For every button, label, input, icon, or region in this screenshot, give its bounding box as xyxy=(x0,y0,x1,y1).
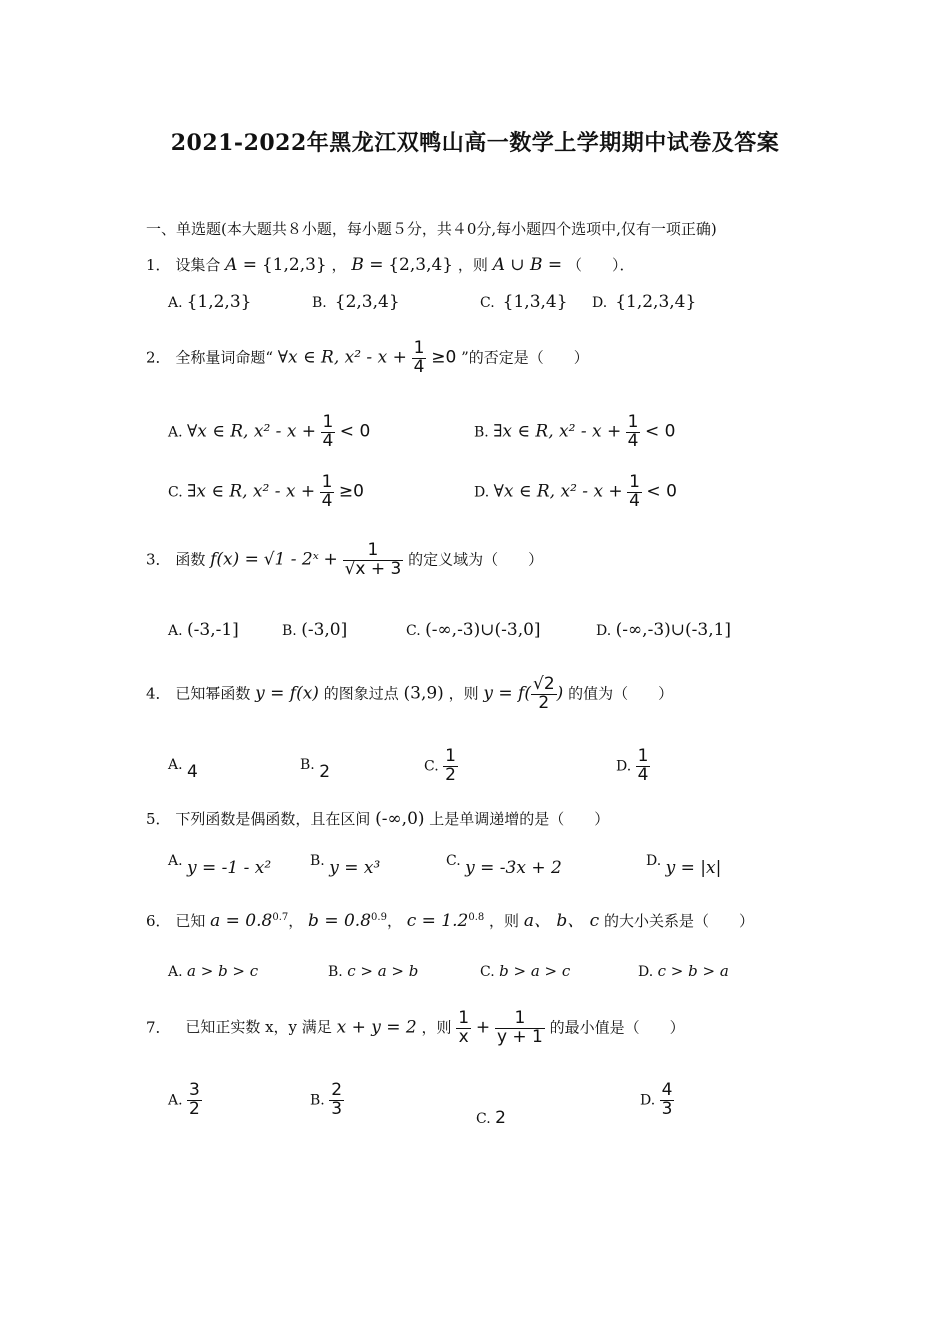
condition: x + y = 2 xyxy=(336,1017,417,1038)
option-value: y = |x| xyxy=(665,858,722,878)
option-b[interactable] xyxy=(312,292,400,312)
option-b[interactable] xyxy=(328,962,418,980)
option-b[interactable] xyxy=(300,754,331,782)
question-5 xyxy=(146,808,609,829)
option-label: A. xyxy=(168,623,183,639)
numerator: 2 xyxy=(331,1080,343,1100)
question-text: 上是单调递增的是（ ） xyxy=(429,810,610,828)
option-c[interactable] xyxy=(480,292,568,312)
option-label: C. xyxy=(406,623,421,639)
question-text: 设集合 xyxy=(175,256,221,274)
question-number: 1． xyxy=(146,256,171,274)
function-name: f(x) = xyxy=(210,549,259,570)
option-value: 2 xyxy=(495,1108,506,1128)
option-label: D. xyxy=(474,484,490,501)
question-number: 5． xyxy=(146,810,171,828)
option-c[interactable] xyxy=(480,962,570,980)
denominator: 4 xyxy=(629,490,640,511)
relation: ≥0 xyxy=(338,481,364,502)
relation: < 0 xyxy=(646,481,677,502)
relation: < 0 xyxy=(644,421,676,442)
option-label: A. xyxy=(168,295,183,311)
exponent-c: 0.8 xyxy=(468,912,485,923)
evaluation-expression: y = f( xyxy=(483,683,531,704)
option-d[interactable] xyxy=(474,474,677,511)
denominator: 4 xyxy=(627,430,639,451)
fraction xyxy=(456,1010,471,1047)
option-b[interactable] xyxy=(474,414,675,451)
exponent-a: 0.7 xyxy=(272,912,289,923)
fraction xyxy=(660,1082,675,1119)
option-c[interactable] xyxy=(476,1108,506,1128)
document-title: 2021-2022年黑龙江双鸭山高一数学上学期期中试卷及答案 xyxy=(170,130,780,156)
denominator: 2 xyxy=(538,692,550,713)
option-label: C. xyxy=(446,853,461,869)
question-4 xyxy=(146,676,673,713)
denominator: 3 xyxy=(661,1098,673,1119)
option-d[interactable] xyxy=(592,292,696,312)
numerator: 1 xyxy=(343,542,404,561)
question-7 xyxy=(146,1010,685,1047)
union-expression: A ∪ B = xyxy=(492,255,563,275)
option-c[interactable] xyxy=(168,474,364,511)
question-text: ，则 xyxy=(421,1018,452,1037)
option-value: c > b > a xyxy=(657,962,729,980)
question-text: 已知正实数 x，y 满足 xyxy=(185,1018,332,1037)
fraction xyxy=(329,1082,344,1119)
separator: ， xyxy=(331,256,347,274)
option-a[interactable] xyxy=(168,292,251,312)
question-number: 7． xyxy=(146,1018,171,1037)
option-value: (-∞,-3)∪(-3,0] xyxy=(425,620,541,640)
question-2 xyxy=(146,340,589,377)
value-a: a = 0.8 xyxy=(210,911,273,931)
numerator: √2 xyxy=(533,674,555,694)
question-1 xyxy=(146,254,634,275)
numerator: 1 xyxy=(495,1010,545,1029)
set-b-value: {2,3,4} xyxy=(388,255,454,275)
question-3 xyxy=(146,542,543,579)
option-label: B. xyxy=(474,424,489,441)
denominator: 2 xyxy=(189,1098,200,1119)
option-expression: ∀x ∈ R, x² - x + xyxy=(187,421,317,442)
question-text: ，则 xyxy=(448,684,479,703)
option-label: C. xyxy=(480,964,495,980)
option-c[interactable] xyxy=(424,748,458,785)
option-label: D. xyxy=(646,853,662,869)
set-b: B = xyxy=(351,255,384,275)
question-text: ”的否定是（ ） xyxy=(461,348,589,367)
denominator: 3 xyxy=(331,1098,343,1119)
question-text: 的图象过点 xyxy=(323,684,399,703)
option-label: D. xyxy=(638,964,654,980)
fraction xyxy=(443,748,458,785)
numerator: 1 xyxy=(322,412,334,432)
option-value: 4 xyxy=(187,762,198,782)
option-d[interactable] xyxy=(596,620,731,640)
option-value: c > a > b xyxy=(347,962,419,980)
option-expression: ∀x ∈ R, x² - x + xyxy=(493,481,623,502)
option-b[interactable] xyxy=(310,1082,344,1119)
fraction xyxy=(187,1082,202,1119)
option-value: {1,2,3,4} xyxy=(615,292,697,312)
question-number: 6． xyxy=(146,912,171,930)
option-d[interactable] xyxy=(640,1082,674,1119)
option-label: A. xyxy=(168,424,183,441)
option-a[interactable] xyxy=(168,754,198,782)
question-number: 2． xyxy=(146,348,171,367)
value-c: c = 1.2 xyxy=(406,911,469,931)
option-label: B. xyxy=(300,757,315,773)
option-expression: ∃x ∈ R, x² - x + xyxy=(187,481,316,502)
denominator: 4 xyxy=(413,356,425,377)
section-heading: 一、单选题(本大题共８小题，每小题５分，共４0分,每小题四个选项中,仅有一项正确) xyxy=(146,220,717,238)
question-text: 函数 xyxy=(175,550,206,569)
option-label: C. xyxy=(168,484,183,501)
denominator: 2 xyxy=(445,764,456,785)
question-6: 6． 已知 $a = 0.8^{0.7}$， $b = 0.8^{0.9}$， $c = 1.2^{0.8}$ ，则 a、 b、 c 的大小关系是（ ） xyxy=(146,911,754,931)
question-text: 已知幂函数 xyxy=(175,684,251,703)
option-c[interactable] xyxy=(406,620,541,640)
numerator: 1 xyxy=(445,746,456,766)
denominator: √x + 3 xyxy=(344,558,402,579)
option-label: D. xyxy=(596,623,612,639)
point: (3,9) xyxy=(403,683,444,704)
option-label: C. xyxy=(480,295,495,311)
option-value: b > a > c xyxy=(499,962,571,980)
option-label: A. xyxy=(168,1092,183,1109)
value-b: b = 0.8 xyxy=(308,911,372,931)
fraction xyxy=(626,414,641,451)
option-value: (-3,0] xyxy=(301,620,348,640)
numerator: 1 xyxy=(629,472,640,492)
root-expression: √1 - 2ˣ xyxy=(263,549,319,570)
question-text: ，则 xyxy=(457,256,488,274)
set-a: A = xyxy=(225,255,258,275)
question-text: 的最小值是（ ） xyxy=(549,1018,685,1037)
option-label: C. xyxy=(424,758,439,775)
variables: a、 b、 c xyxy=(523,911,600,931)
option-value: {2,3,4} xyxy=(334,292,400,312)
denominator: 4 xyxy=(321,490,333,511)
question-text: 的大小关系是（ ） xyxy=(603,912,754,930)
option-label: A. xyxy=(168,964,183,980)
option-value: (-∞,-3)∪(-3,1] xyxy=(615,620,732,640)
option-b[interactable] xyxy=(282,620,347,640)
denominator: x xyxy=(458,1026,469,1047)
option-a[interactable] xyxy=(168,962,258,980)
question-text: 的值为（ ） xyxy=(568,684,674,703)
option-b[interactable] xyxy=(310,850,381,878)
option-value: y = -1 - x² xyxy=(187,858,272,878)
denominator: 4 xyxy=(322,430,334,451)
fraction xyxy=(343,542,404,579)
numerator: 1 xyxy=(321,472,333,492)
fraction xyxy=(627,474,642,511)
denominator: 4 xyxy=(637,764,649,785)
option-label: B. xyxy=(312,295,327,311)
exponent-b: 0.9 xyxy=(371,912,387,923)
option-a[interactable] xyxy=(168,1082,202,1119)
option-label: B. xyxy=(310,1092,325,1109)
option-label: D. xyxy=(616,758,632,775)
fraction xyxy=(321,414,336,451)
option-value: {1,3,4} xyxy=(502,292,568,312)
option-a[interactable] xyxy=(168,850,272,878)
option-label: B. xyxy=(310,853,325,869)
plus-sign: + xyxy=(475,1017,491,1038)
option-expression: ∃x ∈ R, x² - x + xyxy=(493,421,622,442)
fraction xyxy=(320,474,335,511)
question-number: 3． xyxy=(146,550,171,569)
option-label: B. xyxy=(282,623,297,639)
numerator: 3 xyxy=(189,1080,200,1100)
fraction xyxy=(531,676,557,713)
set-a-value: {1,2,3} xyxy=(261,255,327,275)
question-text: ，则 xyxy=(489,912,520,930)
numerator: 4 xyxy=(661,1080,673,1100)
option-d[interactable] xyxy=(646,850,722,878)
option-value: 2 xyxy=(319,762,331,782)
numerator: 1 xyxy=(458,1008,470,1028)
option-a[interactable] xyxy=(168,414,370,451)
option-value: y = x³ xyxy=(329,858,381,878)
option-value: a > b > c xyxy=(187,962,259,980)
numerator: 1 xyxy=(637,746,649,766)
numerator: 1 xyxy=(413,338,425,358)
relation: ≥0 xyxy=(431,347,457,368)
option-d[interactable] xyxy=(638,962,729,980)
option-label: B. xyxy=(328,964,343,980)
option-c[interactable] xyxy=(446,850,562,878)
option-value: y = -3x + 2 xyxy=(465,858,562,878)
option-d[interactable] xyxy=(616,748,650,785)
option-value: (-3,-1] xyxy=(187,620,239,640)
question-text: 下列函数是偶函数，且在区间 xyxy=(175,810,371,828)
option-label: D. xyxy=(640,1092,656,1109)
plus-sign: + xyxy=(323,549,338,570)
option-a[interactable] xyxy=(168,620,239,640)
numerator: 1 xyxy=(627,412,639,432)
fraction xyxy=(636,748,651,785)
question-text: 已知 xyxy=(175,912,206,930)
option-label: A. xyxy=(168,853,183,869)
relation: < 0 xyxy=(339,421,371,442)
proposition-expression: ∀x ∈ R, x² - x + xyxy=(277,347,407,368)
function-expression: y = f(x) xyxy=(255,683,319,704)
fraction xyxy=(412,340,427,377)
option-label: A. xyxy=(168,757,183,773)
interval: (-∞,0) xyxy=(375,809,425,829)
option-label: C. xyxy=(476,1111,491,1127)
option-value: {1,2,3} xyxy=(186,292,252,312)
question-text: 全称量词命题“ xyxy=(175,348,273,367)
fraction xyxy=(495,1010,545,1047)
denominator: y + 1 xyxy=(496,1026,543,1047)
question-text: （ ）． xyxy=(566,256,635,274)
option-label: D. xyxy=(592,295,608,311)
close-paren: ) xyxy=(556,683,564,704)
question-text: 的定义域为（ ） xyxy=(408,550,544,569)
question-number: 4． xyxy=(146,684,171,703)
